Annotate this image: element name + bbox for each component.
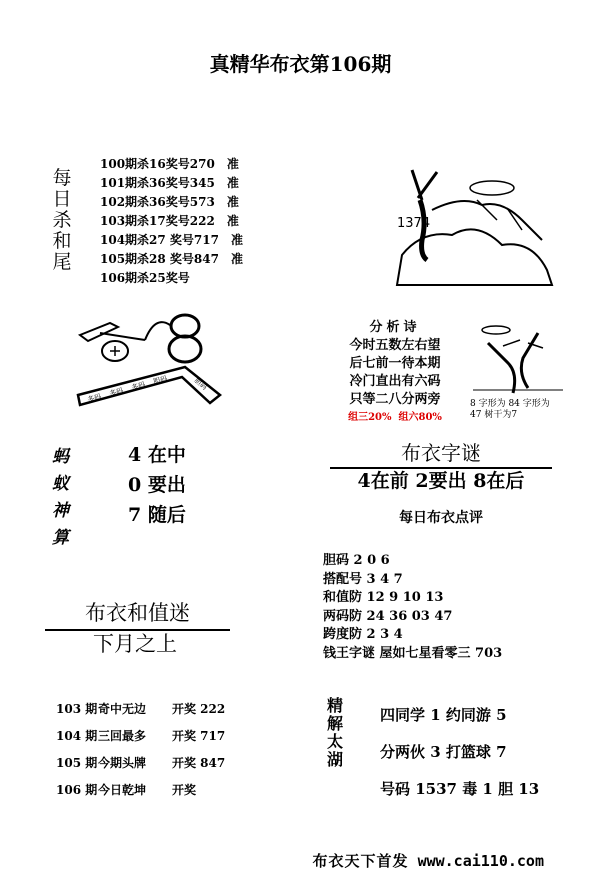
stats-row: 和值防 12 9 10 13 bbox=[323, 590, 444, 605]
jinghu-heading bbox=[327, 697, 345, 769]
poem-line: 后七前一待本期 bbox=[349, 356, 441, 371]
stats-row: 搭配号 3 4 7 bbox=[323, 571, 403, 587]
kill-row-mark: 准 bbox=[226, 157, 239, 171]
sign-label: 多码 bbox=[130, 380, 147, 392]
sign-label: 胆码 bbox=[152, 374, 169, 386]
stats-list bbox=[323, 552, 502, 663]
kill-row-text: 106期杀25奖号 bbox=[100, 271, 190, 285]
kill-row-text: 105期杀28 奖号847 bbox=[100, 252, 219, 266]
poem-line: 只等二八分两旁 bbox=[349, 392, 441, 407]
period-row bbox=[56, 723, 225, 750]
stats-row: 胆码 2 0 6 bbox=[323, 553, 390, 568]
kill-row bbox=[100, 269, 243, 288]
kill-row-mark: 准 bbox=[230, 252, 243, 266]
riddle-title: 布衣字谜 bbox=[330, 437, 552, 469]
period-desc: 今日乾坤 bbox=[98, 783, 147, 797]
poem-footer-b: 组六80% bbox=[398, 412, 442, 423]
value-riddle-title: 布衣和值迷 bbox=[45, 597, 230, 631]
period-prize: 开奖 847 bbox=[172, 756, 226, 770]
period-row bbox=[56, 777, 225, 804]
period-desc: 奇中无边 bbox=[98, 702, 147, 716]
period-prize: 开奖 717 bbox=[172, 729, 226, 743]
period-number: 104 期 bbox=[56, 729, 98, 743]
period-row bbox=[56, 750, 225, 777]
branch-illustration bbox=[468, 318, 568, 398]
ant-god-item: 4 在中 bbox=[128, 444, 186, 466]
footer bbox=[0, 850, 601, 871]
kill-row-mark: 准 bbox=[230, 233, 243, 247]
footer-url[interactable]: www.cai110.com bbox=[417, 852, 544, 870]
ant-god-list bbox=[128, 440, 186, 530]
kill-row bbox=[100, 212, 243, 231]
kill-row bbox=[100, 155, 243, 174]
kill-row bbox=[100, 193, 243, 212]
period-desc: 今期头牌 bbox=[98, 756, 147, 770]
poem-line: 今时五数左右望 bbox=[349, 338, 441, 353]
branch-note-a: 8 字形为 84 字形为 bbox=[470, 399, 550, 409]
ant-god-heading-text: 蚂 蚁 神 算 bbox=[52, 447, 69, 548]
poem-title: 分析诗 bbox=[369, 320, 421, 335]
sign-label: 胆码 bbox=[192, 376, 209, 392]
period-number: 106 期 bbox=[56, 783, 98, 797]
sign-label: 多码 bbox=[86, 392, 103, 404]
kill-row bbox=[100, 174, 243, 193]
kill-row-text: 102期杀36奖号573 bbox=[100, 195, 215, 209]
analysis-poem bbox=[336, 319, 454, 427]
illustration-number: 1374 bbox=[397, 216, 431, 231]
riddle-answer: 4在前 2要出 8在后 bbox=[357, 470, 525, 492]
kill-row-mark: 准 bbox=[226, 214, 239, 228]
daily-kill-heading bbox=[50, 168, 74, 273]
footer-label: 布衣天下首发 bbox=[312, 852, 409, 870]
ant-god-item: 7 随后 bbox=[128, 504, 186, 526]
stats-row: 跨度防 2 3 4 bbox=[323, 627, 403, 642]
branch-note bbox=[470, 399, 550, 421]
branch-note-b: 47 树干为7 bbox=[470, 410, 518, 420]
poem-footer bbox=[336, 409, 454, 427]
value-riddle-answer: 下月之上 bbox=[93, 632, 177, 656]
poem-line: 冷门直出有六码 bbox=[349, 374, 441, 389]
kill-row-text: 101期杀36奖号345 bbox=[100, 176, 215, 190]
jinghu-list bbox=[380, 697, 539, 808]
ant-god-heading bbox=[52, 444, 72, 552]
dancer-illustration bbox=[382, 160, 557, 290]
poem-footer-a: 组三20% bbox=[348, 412, 392, 423]
period-row bbox=[56, 696, 225, 723]
daily-kill-list bbox=[100, 155, 243, 288]
kill-row-mark: 准 bbox=[226, 176, 239, 190]
kill-row bbox=[100, 250, 243, 269]
daily-kill-heading-text: 每 日 杀 和 尾 bbox=[52, 167, 72, 273]
period-prize: 开奖 bbox=[172, 783, 197, 797]
jinghu-line: 分两伙 3 打篮球 7 bbox=[380, 743, 507, 761]
jinghu-line: 号码 1537 毒 1 胆 13 bbox=[380, 780, 540, 798]
page-title: 真精华布衣第106期 bbox=[209, 52, 392, 76]
period-prize: 开奖 222 bbox=[172, 702, 226, 716]
review-title: 每日布衣点评 bbox=[399, 510, 483, 526]
period-list bbox=[56, 696, 225, 804]
kill-row-text: 104期杀27 奖号717 bbox=[100, 233, 219, 247]
sign-label: 多码 bbox=[108, 386, 125, 398]
kill-row-mark: 准 bbox=[226, 195, 239, 209]
stats-row: 两码防 24 36 03 47 bbox=[323, 608, 453, 624]
period-desc: 三回最多 bbox=[98, 729, 147, 743]
arrow-sign-illustration bbox=[70, 305, 230, 415]
kill-row-text: 103期杀17奖号222 bbox=[100, 214, 215, 228]
kill-row bbox=[100, 231, 243, 250]
stats-row: 钱王字谜 屋如七星看零三 703 bbox=[323, 645, 503, 661]
jinghu-line: 四同学 1 约同游 5 bbox=[380, 706, 507, 724]
ant-god-item: 0 要出 bbox=[128, 474, 186, 496]
jinghu-heading-text: 精 解 太 湖 bbox=[327, 696, 344, 769]
period-number: 103 期 bbox=[56, 702, 98, 716]
kill-row-text: 100期杀16奖号270 bbox=[100, 157, 215, 171]
period-number: 105 期 bbox=[56, 756, 98, 770]
